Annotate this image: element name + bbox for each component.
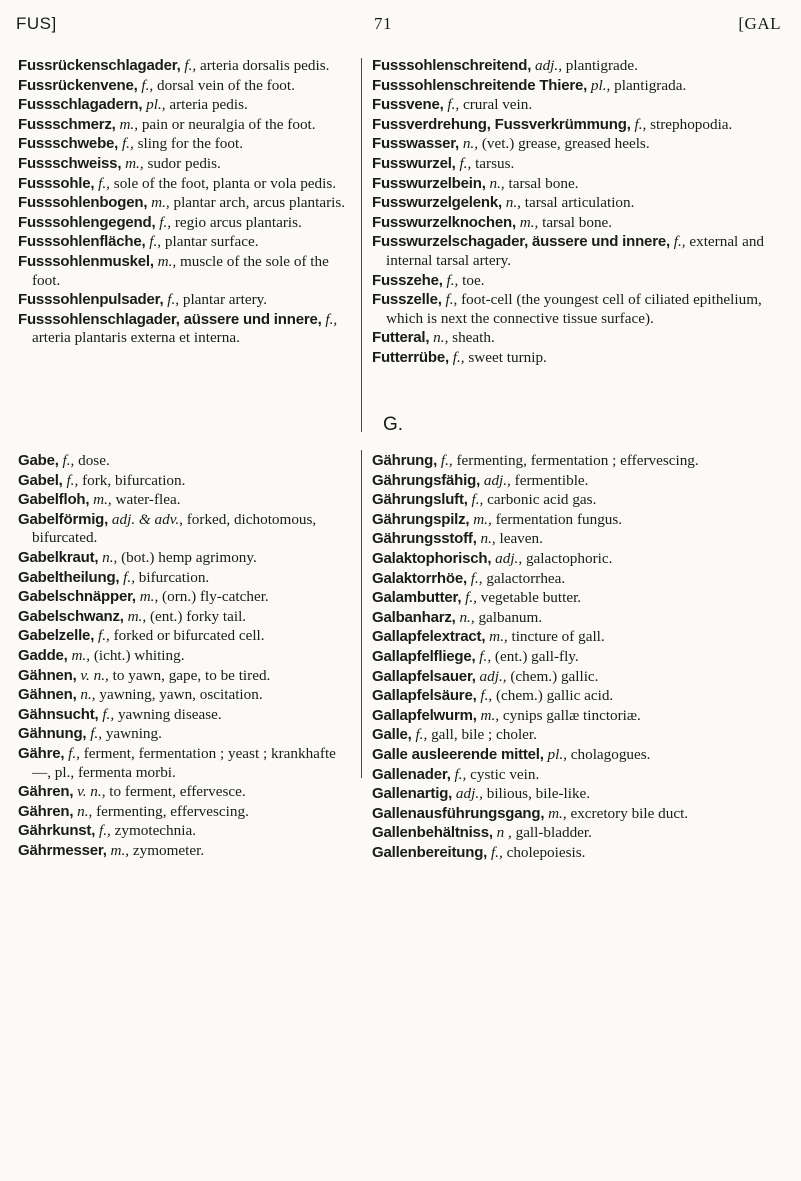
- entry-headword: Gährungsluft,: [372, 491, 468, 509]
- entry-grammar: adj. & adv.,: [111, 510, 183, 528]
- entry-definition: galbanum.: [478, 608, 543, 626]
- entry-definition: (chem.) gallic.: [510, 667, 599, 685]
- entry-definition: gall-bladder.: [515, 824, 592, 842]
- entry-definition: galactorrhea.: [486, 569, 566, 587]
- entry-headword: Galambutter,: [372, 589, 462, 607]
- entry-headword: Gähnen,: [18, 666, 77, 684]
- dictionary-entry: [372, 233, 764, 270]
- entry-definition: dose.: [78, 452, 110, 469]
- entry-definition: water-flea.: [115, 491, 181, 509]
- entry-grammar: f.,: [480, 687, 493, 705]
- dictionary-entry: [18, 745, 356, 782]
- dictionary-entry: [372, 589, 764, 608]
- entry-grammar: f.,: [446, 271, 459, 289]
- entry-grammar: f.,: [415, 726, 428, 744]
- dictionary-entry: [18, 842, 356, 861]
- dictionary-entry: [372, 805, 764, 824]
- dictionary-entry: [372, 609, 764, 628]
- dictionary-entry: [18, 803, 356, 822]
- entry-grammar: f.,: [325, 310, 338, 328]
- entry-grammar: m.,: [71, 646, 91, 664]
- entry-headword: Gallapfelsäure,: [372, 687, 477, 705]
- entry-headword: Gabelschwanz,: [18, 607, 124, 625]
- entry-definition: sole of the foot, planta or vola pedis.: [113, 174, 337, 192]
- entry-grammar: n.,: [459, 608, 475, 626]
- entry-grammar: m.,: [548, 804, 567, 822]
- entry-definition: galactophoric.: [525, 549, 613, 567]
- entry-definition: gall, bile ; choler.: [431, 726, 537, 744]
- entry-definition: (ent.) gall-fly.: [494, 647, 579, 665]
- entry-definition: muscle of the sole of the foot.: [32, 252, 329, 289]
- dictionary-entry: [372, 116, 764, 135]
- entry-grammar: m.,: [519, 213, 539, 231]
- entry-headword: Gähre,: [18, 744, 65, 762]
- entry-headword: Gährungsfähig,: [372, 471, 481, 489]
- entry-grammar: pl.,: [146, 96, 166, 114]
- entry-headword: Fussschmerz,: [18, 115, 116, 133]
- entry-definition: bifurcation.: [138, 568, 210, 586]
- entry-grammar: f.,: [673, 233, 686, 251]
- column-divider-top: [361, 58, 362, 432]
- dictionary-entry: [18, 627, 356, 646]
- entry-grammar: v. n.,: [80, 666, 109, 684]
- entry-grammar: f.,: [102, 705, 115, 723]
- entry-headword: Fusssohlenschreitende Thiere,: [372, 76, 588, 94]
- dictionary-entry: [372, 491, 764, 510]
- entry-grammar: m.,: [110, 841, 130, 859]
- entry-grammar: f.,: [98, 174, 110, 192]
- dictionary-entry: [372, 687, 764, 706]
- entry-grammar: pl.,: [590, 76, 611, 94]
- entry-headword: Fusswurzel,: [372, 154, 456, 172]
- entry-headword: Gallapfelextract,: [372, 628, 486, 646]
- entry-definition: toe.: [462, 271, 485, 289]
- entry-definition: tarsus.: [475, 154, 515, 172]
- column-bottom-right: [372, 452, 764, 863]
- entry-headword: Gallapfelwurm,: [372, 706, 477, 724]
- entry-grammar: m.,: [139, 588, 159, 606]
- section-letter: G.: [383, 414, 404, 435]
- entry-definition: forked, dichotomous, bifurcated.: [32, 510, 317, 547]
- dictionary-entry: [372, 135, 764, 154]
- dictionary-entry: [18, 233, 356, 252]
- entry-headword: Gabel,: [18, 471, 63, 489]
- entry-definition: arteria plantaris externa et interna.: [32, 329, 240, 347]
- entry-definition: cystic vein.: [470, 765, 540, 783]
- entry-grammar: f.,: [445, 291, 458, 309]
- dictionary-entry: [372, 214, 764, 233]
- entry-headword: Gallenartig,: [372, 785, 453, 803]
- entry-grammar: n.,: [489, 174, 505, 192]
- dictionary-entry: [18, 549, 356, 568]
- dictionary-entry: [18, 194, 356, 213]
- entry-definition: ferment, fermentation ; yeast ; krankhafte —, pl., fermenta morbi.: [32, 744, 336, 781]
- dictionary-entry: [372, 349, 764, 368]
- entry-grammar: f.,: [184, 57, 197, 74]
- entry-grammar: n.,: [480, 530, 496, 548]
- entry-headword: Fusssohlengegend,: [18, 213, 156, 231]
- entry-definition: dorsal vein of the foot.: [156, 76, 295, 94]
- entry-grammar: pl.,: [547, 745, 567, 763]
- entry-definition: fermenting, fermentation ; effervescing.: [456, 452, 699, 469]
- entry-headword: Gallenbehältniss,: [372, 824, 493, 842]
- dictionary-entry: [372, 785, 764, 804]
- entry-grammar: f.,: [97, 627, 110, 645]
- dictionary-entry: [18, 783, 356, 802]
- entry-headword: Gabelförmig,: [18, 510, 109, 528]
- entry-headword: Fusssohlenpulsader,: [18, 291, 164, 309]
- entry-definition: sheath.: [452, 329, 495, 347]
- entry-grammar: m.,: [489, 628, 508, 646]
- entry-headword: Fussverdrehung, Fussverkrümmung,: [372, 115, 631, 133]
- entry-grammar: f.,: [98, 822, 111, 840]
- dictionary-entry: [372, 57, 764, 76]
- entry-headword: Galbanharz,: [372, 608, 456, 626]
- entry-definition: leaven.: [499, 530, 543, 548]
- dictionary-entry: [372, 175, 764, 194]
- entry-headword: Fusszelle,: [372, 291, 442, 309]
- dictionary-entry: [372, 155, 764, 174]
- entry-definition: yawning disease.: [117, 705, 222, 723]
- dictionary-entry: [18, 253, 356, 290]
- dictionary-entry: [18, 155, 356, 174]
- dictionary-entry: [372, 272, 764, 291]
- dictionary-entry: [372, 844, 764, 863]
- entry-headword: Fusssohlenbogen,: [18, 194, 148, 212]
- entry-headword: Fusswurzelgelenk,: [372, 194, 502, 212]
- entry-grammar: f.,: [459, 154, 472, 172]
- entry-grammar: adj.,: [483, 471, 511, 489]
- entry-headword: Gallenausführungsgang,: [372, 804, 545, 822]
- entry-headword: Gähnung,: [18, 725, 87, 743]
- dictionary-entry: [18, 452, 356, 471]
- entry-headword: Gähren,: [18, 802, 74, 820]
- entry-headword: Fusssohlenmuskel,: [18, 252, 154, 270]
- dictionary-entry: [18, 569, 356, 588]
- entry-headword: Fusswasser,: [372, 135, 460, 153]
- dictionary-entry: [372, 550, 764, 569]
- entry-definition: strephopodia.: [650, 115, 733, 133]
- entry-headword: Fusssohlenschreitend,: [372, 57, 532, 74]
- page-number: 71: [374, 14, 392, 33]
- entry-headword: Fussvene,: [372, 96, 444, 114]
- header-right-guide: [GAL: [738, 14, 781, 33]
- entry-definition: foot-cell (the youngest cell of ciliated epithelium, which is next the connective tissue surface).: [386, 291, 762, 327]
- dictionary-entry: [18, 116, 356, 135]
- entry-grammar: f.,: [121, 135, 134, 153]
- dictionary-entry: [18, 77, 356, 96]
- entry-headword: Fussrückenvene,: [18, 76, 138, 94]
- entry-definition: sling for the foot.: [137, 135, 244, 153]
- entry-headword: Gährung,: [372, 452, 438, 469]
- entry-definition: cholagogues.: [570, 745, 651, 763]
- entry-definition: (chem.) gallic acid.: [495, 687, 614, 705]
- entry-headword: Gallapfelsauer,: [372, 667, 476, 685]
- dictionary-entry: [18, 706, 356, 725]
- entry-grammar: f.,: [167, 291, 180, 309]
- entry-definition: plantigrade.: [565, 57, 638, 74]
- entry-definition: fermenting, effervescing.: [96, 802, 249, 820]
- entry-headword: Fusswurzelschagader, äussere und innere,: [372, 233, 670, 251]
- entry-definition: fermentation fungus.: [495, 510, 623, 528]
- dictionary-entry: [18, 135, 356, 154]
- entry-definition: (vet.) grease, greased heels.: [481, 135, 650, 153]
- dictionary-entry: [372, 766, 764, 785]
- entry-grammar: f.,: [123, 568, 135, 586]
- entry-grammar: m.,: [151, 194, 170, 212]
- entry-grammar: f.,: [452, 348, 465, 366]
- entry-headword: Fussrückenschlagader,: [18, 57, 181, 74]
- entry-headword: Fusssohlenschlagader, aüssere und innere,: [18, 310, 322, 328]
- entry-headword: Gabe,: [18, 452, 59, 469]
- entry-headword: Fusssohle,: [18, 174, 95, 192]
- dictionary-entry: [372, 511, 764, 530]
- entry-definition: crural vein.: [463, 96, 533, 114]
- entry-definition: forked or bifurcated cell.: [113, 627, 265, 645]
- entry-grammar: f.,: [471, 491, 484, 509]
- entry-headword: Galle,: [372, 726, 412, 744]
- entry-grammar: m.,: [157, 252, 177, 270]
- entry-grammar: m.,: [480, 706, 500, 724]
- entry-grammar: f.,: [470, 569, 483, 587]
- entry-grammar: adj.,: [534, 57, 562, 74]
- entry-definition: carbonic acid gas.: [487, 491, 597, 509]
- entry-headword: Gabelkraut,: [18, 548, 99, 566]
- entry-definition: cynips gallæ tinctoriæ.: [502, 706, 641, 724]
- entry-definition: plantigrada.: [614, 76, 687, 94]
- dictionary-entry: [18, 214, 356, 233]
- dictionary-entry: [372, 96, 764, 115]
- entry-grammar: m.,: [473, 510, 492, 528]
- dictionary-entry: [18, 725, 356, 744]
- entry-headword: Futteral,: [372, 329, 430, 347]
- entry-definition: zymometer.: [132, 841, 205, 859]
- column-divider-bottom: [361, 450, 362, 778]
- entry-grammar: n.,: [433, 329, 449, 347]
- column-top-right: [372, 57, 764, 369]
- entry-headword: Gährkunst,: [18, 822, 96, 840]
- dictionary-entry: [18, 686, 356, 705]
- entry-definition: excretory bile duct.: [570, 804, 689, 822]
- entry-grammar: f.,: [159, 213, 172, 231]
- dictionary-entry: [18, 608, 356, 627]
- entry-definition: pain or neuralgia of the foot.: [141, 115, 316, 133]
- entry-grammar: n.,: [80, 686, 96, 704]
- entry-headword: Gabelfloh,: [18, 491, 90, 509]
- entry-definition: tarsal bone.: [542, 213, 613, 231]
- entry-definition: vegetable butter.: [480, 589, 582, 607]
- entry-grammar: f.,: [465, 589, 477, 607]
- column-bottom-left: [18, 452, 356, 861]
- entry-grammar: n.,: [462, 135, 479, 153]
- dictionary-entry: [372, 77, 764, 96]
- entry-definition: plantar artery.: [182, 291, 268, 309]
- entry-grammar: f.,: [479, 647, 492, 665]
- entry-definition: tarsal bone.: [508, 174, 579, 192]
- dictionary-entry: [372, 707, 764, 726]
- dictionary-entry: [18, 588, 356, 607]
- entry-headword: Fusswurzelknochen,: [372, 213, 516, 231]
- entry-definition: tarsal articulation.: [524, 194, 635, 212]
- entry-definition: zymotechnia.: [114, 822, 196, 840]
- dictionary-entry: [18, 511, 356, 548]
- entry-definition: fork, bifurcation.: [82, 471, 186, 489]
- dictionary-entry: [18, 175, 356, 194]
- entry-headword: Gallenbereitung,: [372, 843, 488, 861]
- entry-definition: arteria dorsalis pedis.: [199, 57, 330, 74]
- entry-definition: (orn.) fly-catcher.: [162, 588, 269, 606]
- entry-grammar: m.,: [93, 491, 112, 509]
- dictionary-entry: [372, 628, 764, 647]
- entry-grammar: adj.,: [479, 667, 507, 685]
- entry-headword: Gallapfelfliege,: [372, 647, 476, 665]
- dictionary-entry: [372, 824, 764, 843]
- entry-grammar: f.,: [62, 452, 75, 469]
- entry-headword: Fusssohlenfläche,: [18, 233, 146, 251]
- entry-headword: Gadde,: [18, 646, 68, 664]
- dictionary-entry: [18, 647, 356, 666]
- entry-grammar: f.,: [68, 744, 80, 762]
- entry-headword: Galle ausleerende mittel,: [372, 745, 544, 763]
- entry-definition: sudor pedis.: [147, 154, 221, 172]
- dictionary-entry: [18, 311, 356, 348]
- dictionary-entry: [372, 472, 764, 491]
- dictionary-entry: [372, 746, 764, 765]
- entry-headword: Gallenader,: [372, 765, 451, 783]
- entry-definition: yawning.: [105, 725, 162, 743]
- dictionary-entry: [372, 452, 764, 471]
- entry-headword: Gährungspilz,: [372, 510, 470, 528]
- entry-definition: bilious, bile-like.: [486, 785, 591, 803]
- dictionary-entry: [372, 570, 764, 589]
- dictionary-entry: [18, 57, 356, 76]
- entry-definition: (ent.) forky tail.: [149, 607, 247, 625]
- entry-grammar: m.,: [119, 115, 139, 133]
- entry-definition: plantar arch, arcus plantaris.: [173, 194, 346, 212]
- entry-grammar: n.,: [505, 194, 521, 212]
- entry-definition: to ferment, effervesce.: [109, 783, 246, 801]
- entry-grammar: f.,: [141, 76, 154, 94]
- dictionary-entry: [18, 472, 356, 491]
- dictionary-entry: [372, 530, 764, 549]
- page-header: [16, 14, 781, 40]
- entry-definition: yawning, yawn, oscitation.: [99, 686, 263, 704]
- dictionary-entry: [18, 667, 356, 686]
- dictionary-entry: [18, 822, 356, 841]
- dictionary-entry: [18, 291, 356, 310]
- dictionary-entry: [372, 668, 764, 687]
- entry-grammar: adj.,: [495, 549, 523, 567]
- entry-definition: plantar surface.: [164, 233, 259, 251]
- entry-grammar: v. n.,: [77, 783, 106, 801]
- entry-headword: Fussschlagadern,: [18, 96, 143, 114]
- entry-headword: Gährungsstoff,: [372, 530, 477, 548]
- entry-definition: (icht.) whiting.: [93, 646, 185, 664]
- entry-definition: (bot.) hemp agrimony.: [121, 548, 257, 566]
- entry-headword: Galaktophorisch,: [372, 549, 492, 567]
- entry-grammar: m.,: [127, 607, 147, 625]
- entry-headword: Fussschweiss,: [18, 154, 122, 172]
- dictionary-entry: [18, 491, 356, 510]
- column-top-left: [18, 57, 356, 349]
- entry-headword: Gabelschnäpper,: [18, 588, 136, 606]
- entry-definition: tincture of gall.: [511, 628, 605, 646]
- entry-headword: Fusszehe,: [372, 271, 443, 289]
- entry-definition: cholepoiesis.: [506, 843, 586, 861]
- entry-headword: Gährmesser,: [18, 841, 107, 859]
- entry-grammar: f.,: [490, 843, 503, 861]
- entry-grammar: adj.,: [455, 785, 483, 803]
- entry-grammar: m.,: [125, 154, 144, 172]
- entry-headword: Gähnen,: [18, 686, 77, 704]
- dictionary-entry: [372, 648, 764, 667]
- entry-definition: fermentible.: [514, 471, 589, 489]
- entry-grammar: n ,: [496, 824, 512, 842]
- entry-headword: Galaktorrhöe,: [372, 569, 467, 587]
- dictionary-entry: [18, 96, 356, 115]
- entry-definition: regio arcus plantaris.: [174, 213, 302, 231]
- entry-definition: sweet turnip.: [468, 348, 547, 366]
- entry-grammar: n.,: [102, 548, 118, 566]
- entry-grammar: n.,: [77, 802, 93, 820]
- dictionary-entry: [372, 291, 764, 328]
- entry-headword: Gabeltheilung,: [18, 568, 120, 586]
- entry-headword: Fussschwebe,: [18, 135, 119, 153]
- entry-headword: Gabelzelle,: [18, 627, 95, 645]
- entry-headword: Futterrübe,: [372, 348, 449, 366]
- entry-grammar: f.,: [440, 452, 453, 469]
- entry-headword: Gähnsucht,: [18, 705, 99, 723]
- entry-grammar: f.,: [454, 765, 467, 783]
- entry-grammar: f.,: [149, 233, 162, 251]
- dictionary-entry: [372, 726, 764, 745]
- dictionary-entry: [372, 194, 764, 213]
- entry-grammar: f.,: [90, 725, 103, 743]
- entry-definition: to yawn, gape, to be tired.: [112, 666, 271, 684]
- entry-definition: external and internal tarsal artery.: [386, 233, 765, 269]
- entry-grammar: f.,: [447, 96, 460, 114]
- header-left-guide: FUS]: [16, 14, 57, 33]
- entry-grammar: f.,: [66, 471, 79, 489]
- entry-grammar: f.,: [634, 115, 647, 133]
- entry-headword: Fusswurzelbein,: [372, 174, 486, 192]
- dictionary-entry: [372, 329, 764, 348]
- entry-definition: arteria pedis.: [169, 96, 248, 114]
- entry-headword: Gähren,: [18, 783, 74, 801]
